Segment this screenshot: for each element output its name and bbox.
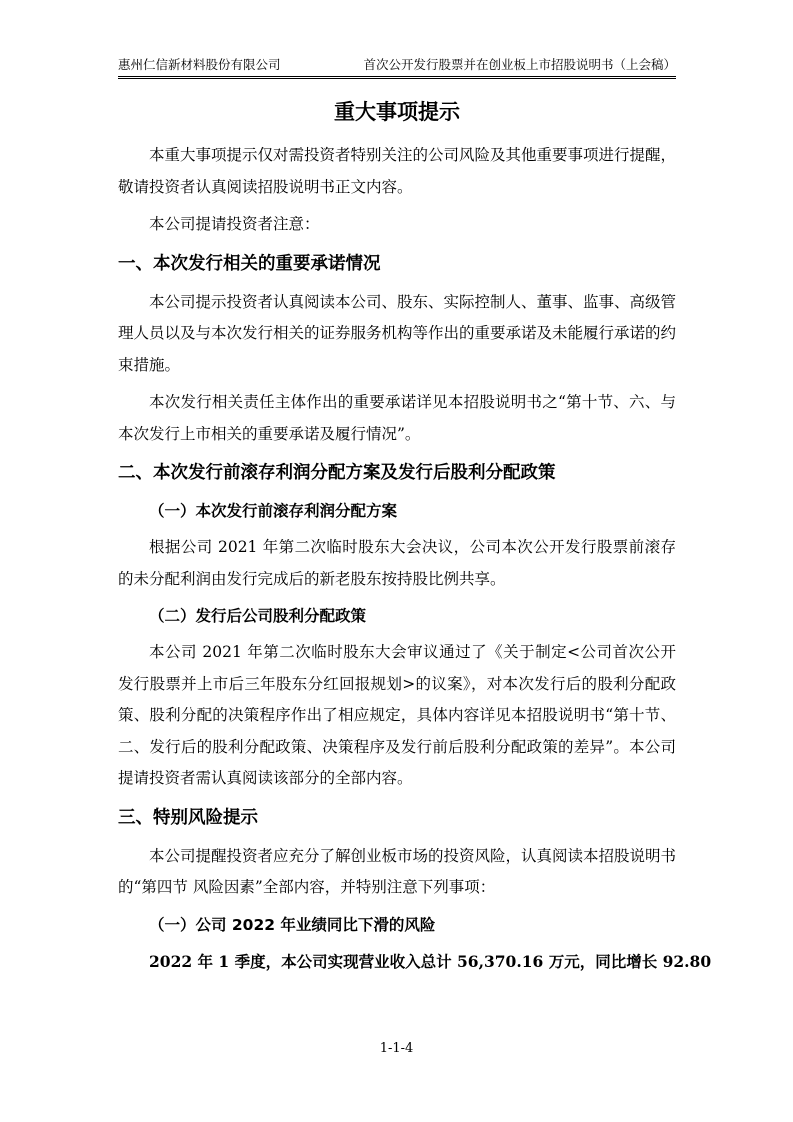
risk-paragraph: 2022 年 1 季度，本公司实现营业收入总计 56,370.16 万元，同比增长 92.80 [149, 951, 712, 971]
section-paragraph: 根据公司 2021 年第二次临时股东大会决议，公司本次公开发行股票前滚存的未分配利润由发行完成后的新老股东按持股比例共享。 [118, 538, 676, 588]
section-heading: 二、本次发行前滚存利润分配方案及发行后股利分配政策 [118, 463, 556, 483]
subsection-heading: （一）本次发行前滚存利润分配方案 [149, 502, 398, 520]
section-paragraph: 本次发行相关责任主体作出的重要承诺详见本招股说明书之“第十节、六、与本次发行上市相关的重要承诺及履行情况”。 [118, 393, 676, 443]
intro-paragraph: 本重大事项提示仅对需投资者特别关注的公司风险及其他重要事项进行提醒，敬请投资者认真阅读招股说明书正文内容。 [118, 146, 677, 196]
section-paragraph: 本公司 2021 年第二次临时股东大会审议通过了《关于制定<公司首次公开发行股票并上市后三年股东分红回报规划>的议案》，对本次发行后的股利分配政策、股利分配的决策程序作出了相应规定，具体内容详见本招股说明书“第十节、二、发行后的股利分配政策、决策程序及发行前后股利分配政策的差异”。本公司提请投资者需认真阅读该部分的全部内容。 [118, 643, 676, 787]
header-company-name: 惠州仁信新材料股份有限公司 [118, 57, 281, 72]
section-paragraph: 本公司提醒投资者应充分了解创业板市场的投资风险，认真阅读本招股说明书的“第四节 风险因素”全部内容，并特别注意下列事项： [118, 846, 677, 896]
section-paragraph: 本公司提示投资者认真阅读本公司、股东、实际控制人、董事、监事、高级管理人员以及与本次发行相关的证券服务机构等作出的重要承诺及未能履行承诺的约束措施。 [118, 292, 677, 374]
subsection-heading: （一）公司 2022 年业绩同比下滑的风险 [149, 915, 436, 934]
page-body [118, 96, 712, 977]
page-header [118, 55, 676, 75]
header-document-title: 首次公开发行股票并在创业板上市招股说明书（上会稿） [363, 57, 676, 72]
page-number: 1-1-4 [379, 1041, 414, 1056]
intro-notice: 本公司提请投资者注意： [149, 215, 320, 233]
section-heading: 一、本次发行相关的重要承诺情况 [118, 253, 381, 274]
section-heading: 三、特别风险提示 [118, 807, 258, 828]
header-rule [118, 76, 676, 77]
subsection-heading: （二）发行后公司股利分配政策 [149, 607, 367, 625]
header-rule-secondary [118, 78, 676, 79]
page-title: 重大事项提示 [334, 100, 460, 124]
